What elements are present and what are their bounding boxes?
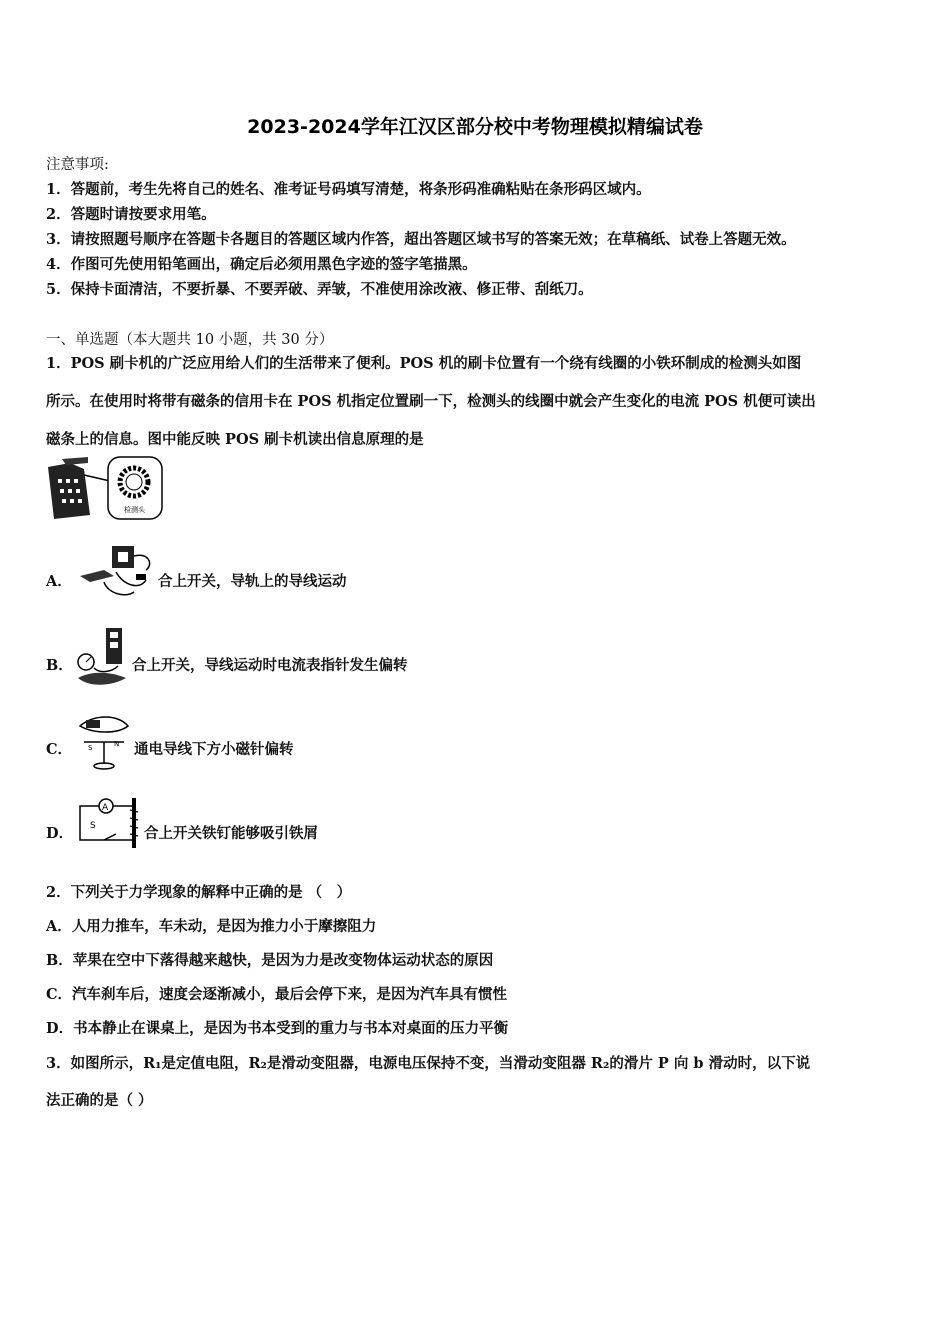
notice-item-2: 2．答题时请按要求用笔。 — [46, 206, 216, 223]
q3-line-1: 3．如图所示，R₁是定值电阻，R₂是滑动变阻器，电源电压保持不变，当滑动变阻器 R₂的滑片 P 向 b 滑动时，以下说 — [46, 1055, 811, 1072]
q1-line-2: 所示。在使用时将带有磁条的信用卡在 POS 机指定位置刷一下，检测头的线圈中就会产生变化的电流 POS 机便可读出 — [46, 393, 816, 410]
section-heading: 一、单选题（本大题共 10 小题，共 30 分） — [46, 332, 334, 348]
q3-line-2: 法正确的是（ ） — [46, 1092, 153, 1109]
option-c-figure — [74, 712, 132, 772]
q1-option-d-letter: D． — [46, 825, 74, 842]
q2-stem: 2．下列关于力学现象的解释中正确的是 （ ） — [46, 884, 352, 901]
q1-option-a-text: 合上开关，导轨上的导线运动 — [158, 573, 347, 590]
q2-option-c: C．汽车刹车后，速度会逐渐减小，最后会停下来，是因为汽车具有惯性 — [46, 986, 508, 1003]
pos-detector-figure — [44, 455, 166, 523]
option-d-figure — [76, 796, 144, 852]
detector-label: 检测头 — [124, 506, 145, 514]
q1-option-c-letter: C． — [46, 741, 73, 758]
notice-item-1: 1．答题前，考生先将自己的姓名、准考证号码填写清楚，将条形码准确粘贴在条形码区域内。 — [46, 181, 651, 198]
q1-option-c-text: 通电导线下方小磁针偏转 — [134, 741, 294, 758]
option-b-figure — [72, 626, 132, 692]
q2-option-d: D．书本静止在课桌上，是因为书本受到的重力与书本对桌面的压力平衡 — [46, 1020, 509, 1037]
svg-text:S: S — [90, 821, 96, 831]
page-title: 2023-2024学年江汉区部分校中考物理模拟精编试卷 — [247, 116, 703, 138]
notice-item-5: 5．保持卡面清洁，不要折暴、不要弄破、弄皱，不准使用涂改液、修正带、刮纸刀。 — [46, 281, 593, 298]
svg-text:S: S — [88, 744, 93, 752]
option-a-figure — [74, 542, 158, 600]
notice-heading: 注意事项: — [46, 157, 109, 173]
q2-option-a: A．人用力推车，车未动，是因为推力小于摩擦阻力 — [46, 918, 377, 935]
q1-option-a-letter: A． — [46, 573, 72, 590]
svg-text:N: N — [114, 740, 120, 748]
q1-option-b-letter: B． — [46, 657, 73, 674]
q1-line-1: 1．POS 刷卡机的广泛应用给人们的生活带来了便利。POS 机的刷卡位置有一个绕有线圈的小铁环制成的检测头如图 — [46, 355, 802, 372]
q2-option-b: B．苹果在空中下落得越来越快，是因为力是改变物体运动状态的原因 — [46, 952, 494, 969]
svg-text:A: A — [102, 803, 109, 813]
q1-option-b-text: 合上开关，导线运动时电流表指针发生偏转 — [132, 657, 408, 674]
notice-item-3: 3．请按照题号顺序在答题卡各题目的答题区域内作答，超出答题区域书写的答案无效；在草稿纸、试卷上答题无效。 — [46, 231, 796, 248]
notice-item-4: 4．作图可先使用铅笔画出，确定后必须用黑色字迹的签字笔描黑。 — [46, 256, 477, 273]
q1-line-3: 磁条上的信息。图中能反映 POS 刷卡机读出信息原理的是 — [46, 431, 424, 448]
q1-option-d-text: 合上开关铁钉能够吸引铁屑 — [144, 825, 318, 842]
